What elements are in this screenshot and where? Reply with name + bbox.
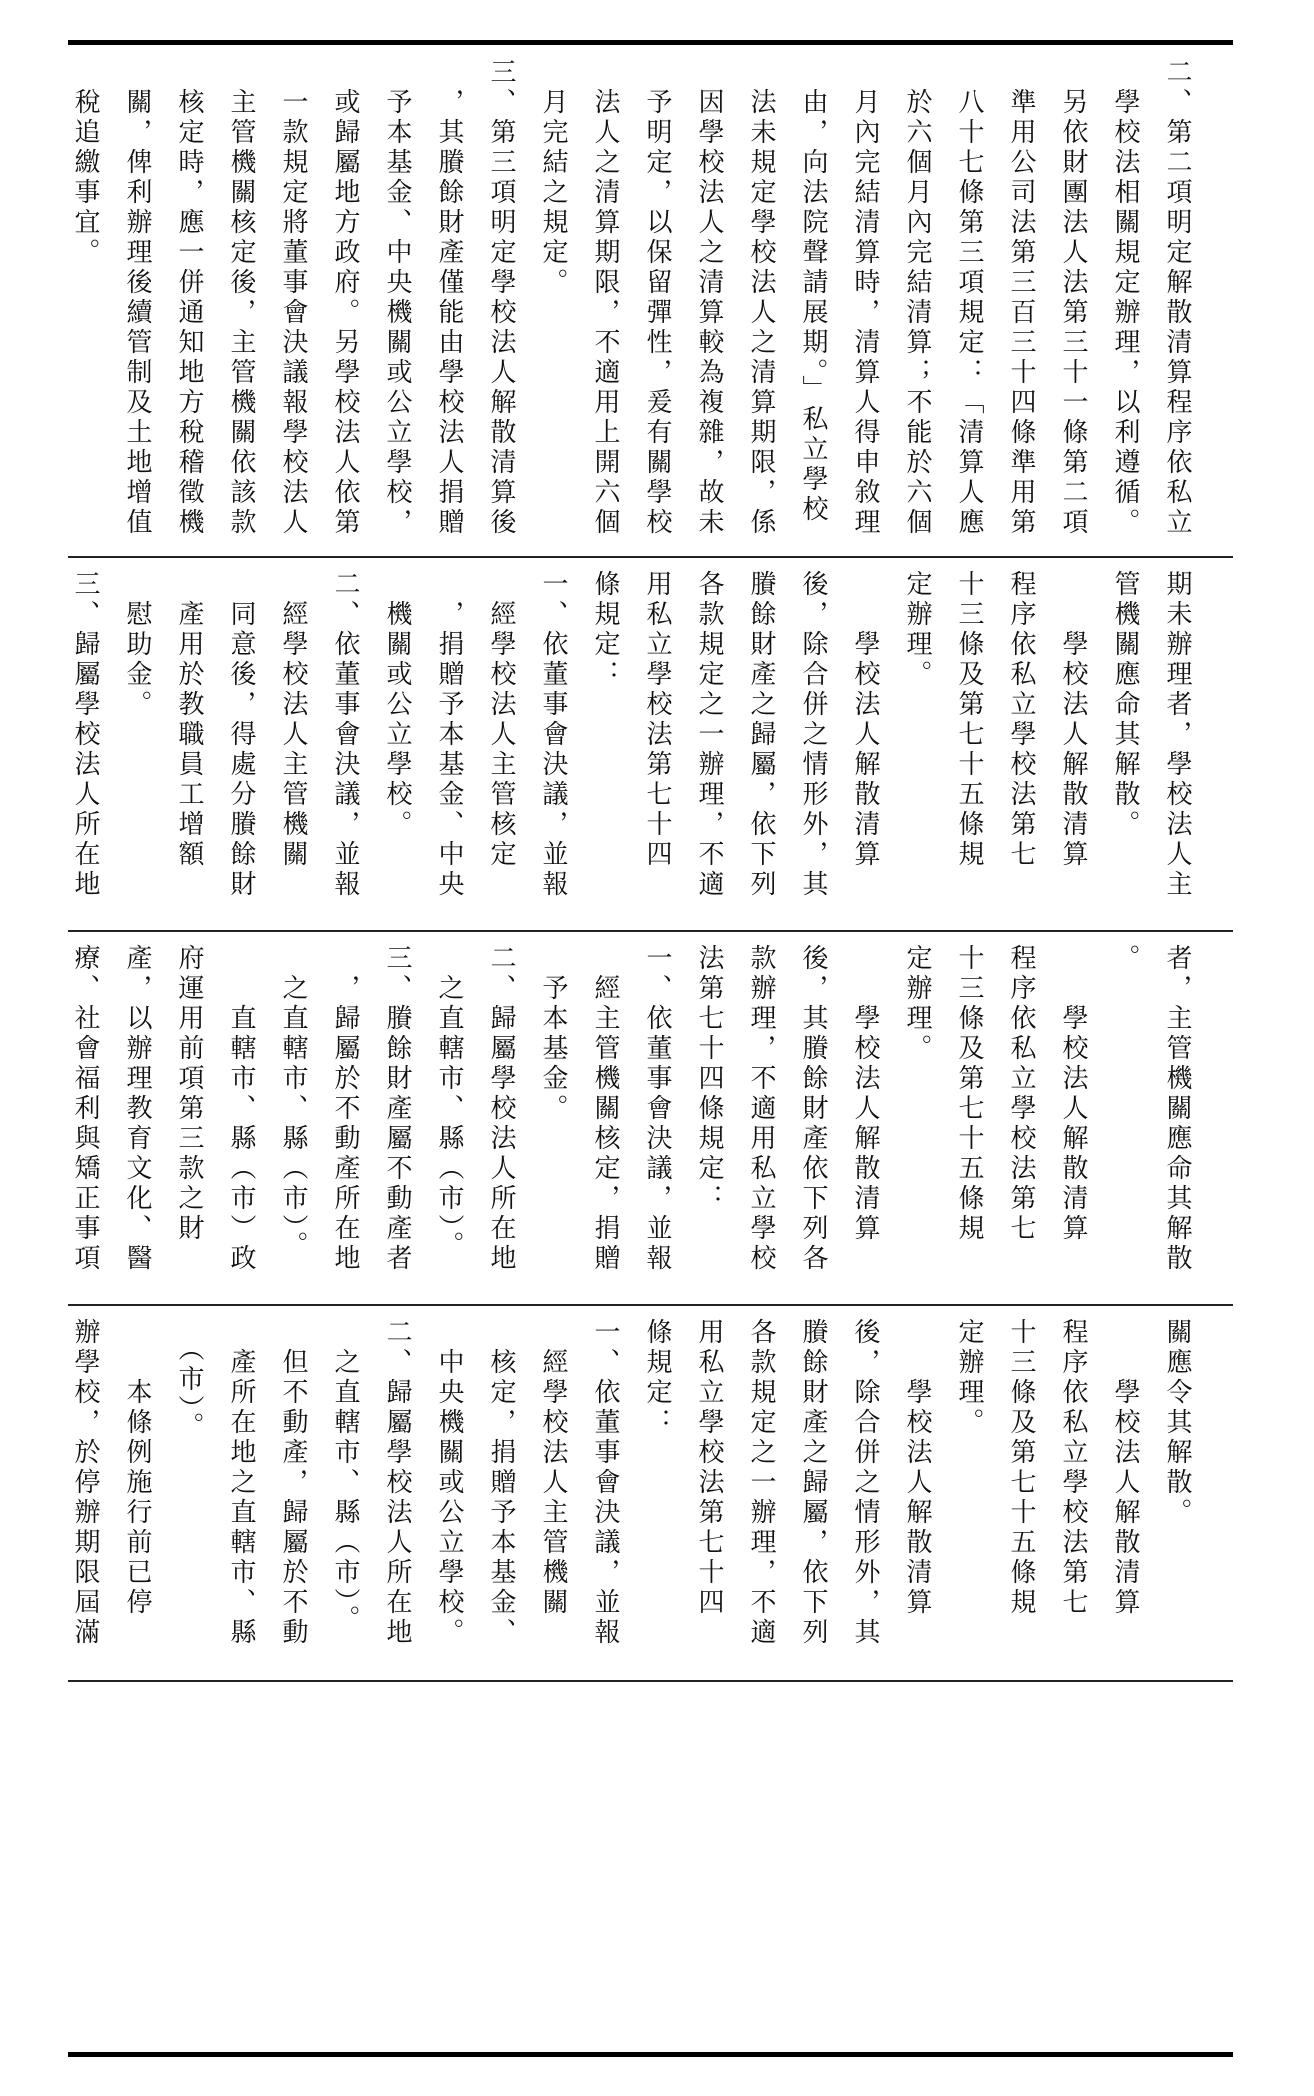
text-line: 二、第二項明定解散清算程序依私立: [1162, 58, 1192, 538]
text-band-1: [68, 48, 1233, 556]
text-line: ，其賸餘財產僅能由學校法人捐贈: [434, 58, 464, 538]
text-line: 各款規定之一辦理，不適: [694, 570, 724, 900]
text-line: 產所在地之直轄市、縣: [226, 1318, 256, 1648]
bottom-rule: [68, 2052, 1233, 2057]
text-line: 法人之清算期限，不適用上開六個: [590, 58, 620, 538]
text-line: 學校法人解散清算: [1058, 944, 1088, 1244]
text-line: 經學校法人主管核定: [486, 570, 516, 870]
divider-4: [68, 1680, 1233, 1682]
text-line: 經學校法人主管機關: [278, 570, 308, 870]
text-line: 十三條及第七十五條規: [954, 570, 984, 870]
text-line: 條規定：: [590, 570, 620, 690]
top-rule: [68, 40, 1233, 45]
text-line: 關，俾利辦理後續管制及土地增值: [122, 58, 152, 538]
text-line: 三、第三項明定學校法人解散清算後: [486, 58, 516, 538]
text-line: 本條例施行前已停: [122, 1318, 152, 1618]
text-line: 由，向法院聲請展期。」私立學校: [798, 58, 828, 525]
text-line: 款辦理，不適用私立學校: [746, 944, 776, 1274]
text-line: 程序依私立學校法第七: [1006, 944, 1036, 1244]
text-line: 條規定：: [642, 1318, 672, 1438]
text-line: ，歸屬於不動產所在地: [330, 944, 360, 1274]
text-line: 程序依私立學校法第七: [1006, 570, 1036, 870]
text-line: 後，其賸餘財產依下列各: [798, 944, 828, 1274]
text-line: 月完結之規定。: [538, 58, 568, 298]
text-line: 各款規定之一辦理，不適: [746, 1318, 776, 1648]
divider-1: [68, 556, 1233, 558]
text-line: 慰助金。: [122, 570, 152, 720]
text-line: 辦學校，於停辦期限屆滿: [70, 1318, 100, 1648]
text-line: 用私立學校法第七十四: [694, 1318, 724, 1618]
text-line: 之直轄市、縣（市）。: [278, 944, 308, 1261]
text-line: 二、歸屬學校法人所在地: [486, 944, 516, 1274]
text-line: 一、依董事會決議，並報: [642, 944, 672, 1274]
text-line: 核定時，應一併通知地方稅稽徵機: [174, 58, 204, 538]
text-line: 一、依董事會決議，並報: [590, 1318, 620, 1648]
band-4-text: [68, 1308, 1233, 1680]
text-line: 予明定，以保留彈性，爰有關學校: [642, 58, 672, 538]
text-line: 關應令其解散。: [1162, 1318, 1192, 1528]
text-line: 學校法人解散清算: [902, 1318, 932, 1618]
text-line: 機關或公立學校。: [382, 570, 412, 840]
text-line: 三、歸屬學校法人所在地: [70, 570, 100, 900]
text-line: 賸餘財產之歸屬，依下列: [746, 570, 776, 900]
text-line: 管機關應命其解散。: [1110, 570, 1140, 840]
text-line: 產用於教職員工增額: [174, 570, 204, 870]
text-line: 同意後，得處分賸餘財: [226, 570, 256, 900]
text-line: 學校法人解散清算: [1110, 1318, 1140, 1618]
text-line: 。: [1110, 944, 1140, 974]
text-line: 之直轄市、縣（市）。: [434, 944, 464, 1261]
text-line: 期未辦理者，學校法人主: [1162, 570, 1192, 900]
text-line: 學校法相關規定辦理，以利遵循。: [1110, 58, 1140, 538]
text-line: 但不動產，歸屬於不動: [278, 1318, 308, 1648]
text-line: 三、賸餘財產屬不動產者: [382, 944, 412, 1274]
text-line: 於六個月內完結清算；不能於六個: [902, 58, 932, 538]
text-line: 予本基金、中央機關或公立學校，: [382, 58, 412, 538]
text-line: 法第七十四條規定：: [694, 944, 724, 1214]
text-line: 核定，捐贈予本基金、: [486, 1318, 516, 1648]
text-line: 學校法人解散清算: [1058, 570, 1088, 870]
text-line: 主管機關核定後，主管機關依該款: [226, 58, 256, 538]
text-line: 定辦理。: [954, 1318, 984, 1438]
text-line: 八十七條第三項規定：「清算人應: [954, 58, 984, 538]
text-line: 二、歸屬學校法人所在地: [382, 1318, 412, 1648]
text-band-4: [68, 1308, 1233, 1680]
band-3-text: [68, 934, 1233, 1304]
text-line: 予本基金。: [538, 944, 568, 1124]
text-line: 因學校法人之清算較為複雜，故未: [694, 58, 724, 538]
divider-2: [68, 930, 1233, 932]
text-line: 經學校法人主管機關: [538, 1318, 568, 1618]
text-line: 產，以辦理教育文化、醫: [122, 944, 152, 1274]
text-line: 準用公司法第三百三十四條準用第: [1006, 58, 1036, 538]
text-line: 一、依董事會決議，並報: [538, 570, 568, 900]
text-line: 療、社會福利與矯正事項: [70, 944, 100, 1274]
text-line: 或歸屬地方政府。另學校法人依第: [330, 58, 360, 538]
text-line: 月內完結清算時，清算人得申敘理: [850, 58, 880, 538]
text-line: 稅追繳事宜。: [70, 58, 100, 268]
text-line: 府運用前項第三款之財: [174, 944, 204, 1244]
text-line: 學校法人解散清算: [850, 944, 880, 1244]
band-2-text: [68, 560, 1233, 930]
text-band-3: [68, 934, 1233, 1304]
text-line: 十三條及第七十五條規: [1006, 1318, 1036, 1618]
text-line: 定辦理。: [902, 944, 932, 1064]
text-line: 用私立學校法第七十四: [642, 570, 672, 870]
text-line: 之直轄市、縣（市）。: [330, 1318, 360, 1635]
text-line: 後，除合併之情形外，其: [798, 570, 828, 900]
text-line: ，捐贈予本基金、中央: [434, 570, 464, 900]
text-line: 定辦理。: [902, 570, 932, 690]
text-line: 程序依私立學校法第七: [1058, 1318, 1088, 1618]
text-line: 學校法人解散清算: [850, 570, 880, 870]
text-line: 法未規定學校法人之清算期限，係: [746, 58, 776, 538]
band-1-text: [68, 48, 1233, 556]
text-line: 後，除合併之情形外，其: [850, 1318, 880, 1648]
text-line: （市）。: [174, 1318, 204, 1442]
text-line: 者，主管機關應命其解散: [1162, 944, 1192, 1274]
text-line: 直轄市、縣（市）政: [226, 944, 256, 1274]
text-line: 十三條及第七十五條規: [954, 944, 984, 1244]
text-line: 二、依董事會決議，並報: [330, 570, 360, 900]
text-line: 另依財團法人法第三十一條第二項: [1058, 58, 1088, 538]
divider-3: [68, 1304, 1233, 1306]
text-line: 中央機關或公立學校。: [434, 1318, 464, 1648]
text-line: 經主管機關核定，捐贈: [590, 944, 620, 1274]
text-line: 賸餘財產之歸屬，依下列: [798, 1318, 828, 1648]
text-band-2: [68, 560, 1233, 930]
text-line: 一款規定將董事會決議報學校法人: [278, 58, 308, 538]
